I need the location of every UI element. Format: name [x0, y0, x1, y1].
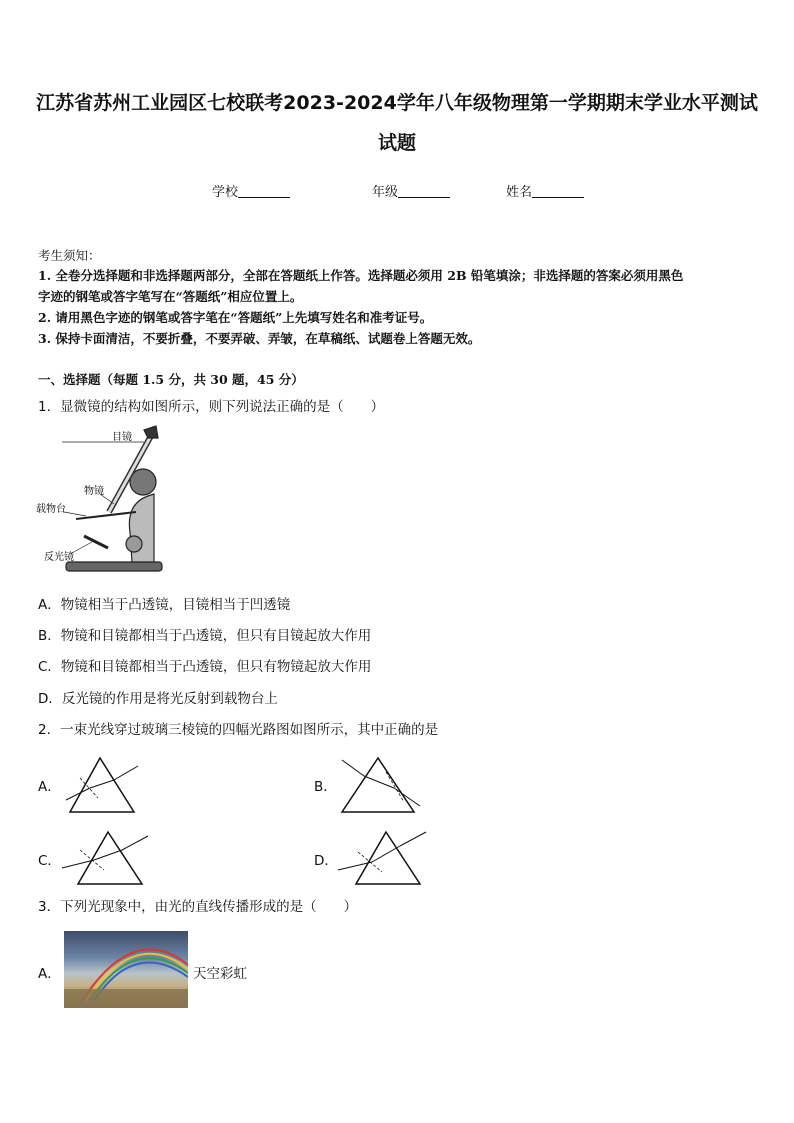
rainbow-photo[interactable]	[64, 931, 188, 1008]
name-blank[interactable]	[532, 185, 584, 198]
q3-option-a-caption: 天空彩虹	[193, 966, 247, 982]
microscope-figure	[36, 424, 166, 576]
q1-option-d[interactable]: D．反光镜的作用是将光反射到载物台上	[38, 691, 278, 707]
prism-diagram-c[interactable]	[60, 826, 150, 888]
q2-option-c-label[interactable]: C．	[38, 853, 61, 869]
page-title-line2: 试题	[377, 132, 416, 154]
question-3-stem: 3．下列光现象中，由光的直线传播形成的是（ ）	[38, 899, 358, 915]
notice-line-1: 1. 全卷分选择题和非选择题两部分，全部在答题纸上作答。选择题必须用 2B 铅笔填涂；非选择题的答案必须用黑色	[38, 268, 684, 283]
label-objective: 物镜	[84, 486, 104, 497]
notice-line-2: 2. 请用黑色字迹的钢笔或答字笔在“答题纸”上先填写姓名和准考证号。	[38, 310, 433, 325]
grade-label: 年级	[372, 185, 399, 200]
q1-option-b[interactable]: B．物镜和目镜都相当于凸透镜，但只有目镜起放大作用	[38, 628, 372, 644]
name-label: 姓名	[506, 185, 533, 200]
question-1-stem: 1．显微镜的结构如图所示，则下列说法正确的是（ ）	[38, 399, 385, 415]
q2-option-b-label[interactable]: B．	[314, 779, 337, 795]
q3-option-a-label[interactable]: A．	[38, 966, 61, 982]
prism-diagram-a[interactable]	[62, 752, 140, 816]
school-label: 学校	[212, 185, 239, 200]
school-blank[interactable]	[238, 185, 290, 198]
prism-diagram-d[interactable]	[336, 826, 428, 888]
grade-field[interactable]	[372, 181, 450, 200]
question-2-stem: 2．一束光线穿过玻璃三棱镜的四幅光路图如图所示，其中正确的是	[38, 722, 439, 738]
school-field[interactable]	[212, 181, 290, 200]
q2-option-d-label[interactable]: D．	[314, 853, 338, 869]
name-field[interactable]	[506, 181, 584, 200]
notice-line-3: 3. 保持卡面清洁，不要折叠，不要弄破、弄皱，在草稿纸、试题卷上答题无效。	[38, 331, 481, 346]
rainbow-icon	[64, 931, 188, 1008]
page-title: 江苏省苏州工业园区七校联考2023-2024学年八年级物理第一学期期末学业水平测试	[36, 92, 758, 114]
q1-option-a[interactable]: A．物镜相当于凸透镜，目镜相当于凹透镜	[38, 597, 291, 613]
grade-blank[interactable]	[398, 185, 450, 198]
q2-option-a-label[interactable]: A．	[38, 779, 61, 795]
notice-heading: 考生须知：	[38, 248, 101, 263]
label-stage: 载物台	[36, 504, 66, 515]
notice-line-1b: 字迹的钢笔或答字笔写在“答题纸”相应位置上。	[38, 289, 303, 304]
prism-diagram-b[interactable]	[338, 752, 422, 816]
section-heading: 一、选择题（每题 1.5 分，共 30 题，45 分）	[38, 372, 304, 387]
q1-option-c[interactable]: C．物镜和目镜都相当于凸透镜，但只有物镜起放大作用	[38, 659, 372, 675]
label-eyepiece: 目镜	[112, 432, 132, 443]
label-mirror: 反光镜	[44, 552, 74, 563]
